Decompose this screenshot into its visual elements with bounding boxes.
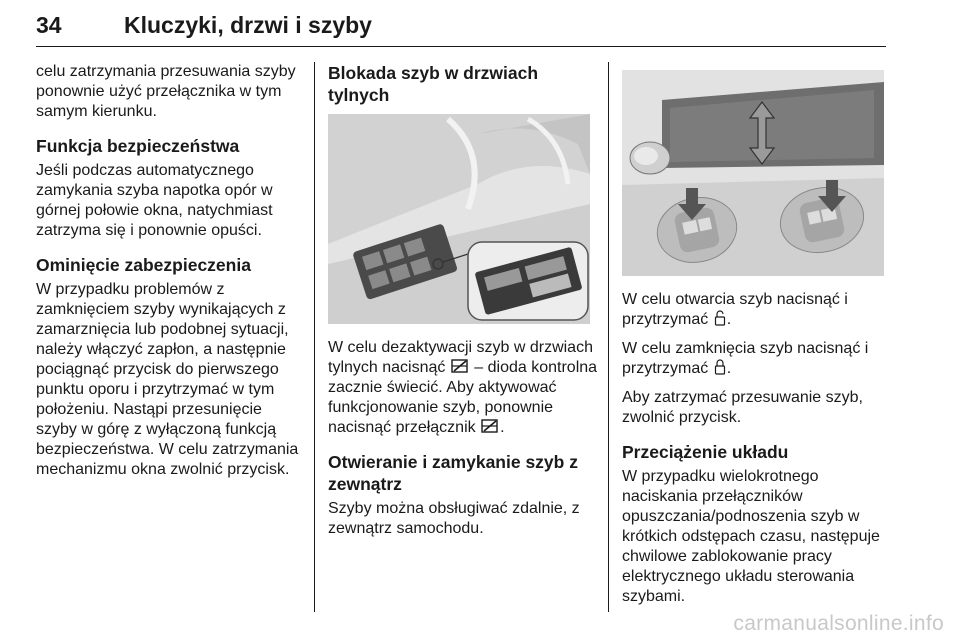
rear-window-switch-illustration bbox=[328, 114, 590, 324]
heading-rear-window-lock: Blokada szyb w drzwiach tylnych bbox=[328, 63, 539, 105]
child-lock-icon bbox=[451, 358, 469, 374]
watermark: carmanualsonline.info bbox=[733, 612, 944, 635]
remote-paragraph: Szyby można obsługiwać zdalnie, z zewnątrz samochodu. bbox=[328, 500, 580, 537]
header-rule bbox=[36, 46, 886, 47]
page-number: 34 bbox=[36, 12, 62, 38]
override-paragraph: W przypadku problemów z zamknięciem szyby wynikających z zamarznięcia lub podobnej sytuacji, należy włączyć zapłon, a następnie pociągnąć przycisk do pierwszego punktu oporu i przytrzymać w tym położeniu. Nastąpi przesunięcie szyby w górę z wyłączoną funkcją bezpieczeństwa. W celu zatrzymania mechanizmu okna zwolnić przycisk. bbox=[36, 281, 299, 478]
heading-remote-windows: Otwieranie i zamykanie szyb z zewnątrz bbox=[328, 452, 578, 494]
heading-safety-function: Funkcja bezpieczeństwa bbox=[36, 136, 240, 156]
column-divider bbox=[608, 62, 609, 612]
column-right bbox=[622, 62, 888, 616]
overload-paragraph: W przypadku wielokrotnego naciskania przełączników opuszczania/podnoszenia szyb w krótkich odstępach czasu, następuje chwilowe zablokowanie pracy elektrycznego układu sterowania szybami. bbox=[622, 468, 880, 605]
remote-key-window-illustration bbox=[622, 70, 884, 276]
column-left bbox=[36, 62, 304, 489]
padlock-open-icon bbox=[714, 310, 726, 326]
page-header bbox=[36, 6, 886, 46]
rear-lock-paragraph: W celu dezaktywacji szyb w drzwiach tylnych nacisnąć – dioda kontrolna zacznie świecić. Aby aktywować funkcjonowanie szyb, ponownie nacisnąć przełącznik . bbox=[328, 339, 598, 436]
intro-paragraph: celu zatrzymania przesuwania szyby ponownie użyć przełącznika w tym samym kierunku. bbox=[36, 63, 296, 120]
heading-system-overload: Przeciążenie układu bbox=[622, 442, 789, 462]
close-windows-paragraph: W celu zamknięcia szyb nacisnąć i przytrzymać . bbox=[622, 340, 869, 377]
column-middle bbox=[328, 62, 598, 548]
open-windows-paragraph: W celu otwarcia szyb nacisnąć i przytrzymać . bbox=[622, 291, 848, 328]
child-lock-icon bbox=[481, 418, 499, 434]
column-divider bbox=[314, 62, 315, 612]
safety-paragraph: Jeśli podczas automatycznego zamykania szyba napotka opór w górnej połowie okna, natychmiast zatrzyma się i ponownie opuści. bbox=[36, 162, 273, 239]
chapter-title: Kluczyki, drzwi i szyby bbox=[124, 12, 372, 38]
heading-safety-override: Ominięcie zabezpieczenia bbox=[36, 255, 251, 275]
padlock-closed-icon bbox=[714, 359, 726, 375]
stop-windows-paragraph: Aby zatrzymać przesuwanie szyb, zwolnić przycisk. bbox=[622, 389, 863, 426]
